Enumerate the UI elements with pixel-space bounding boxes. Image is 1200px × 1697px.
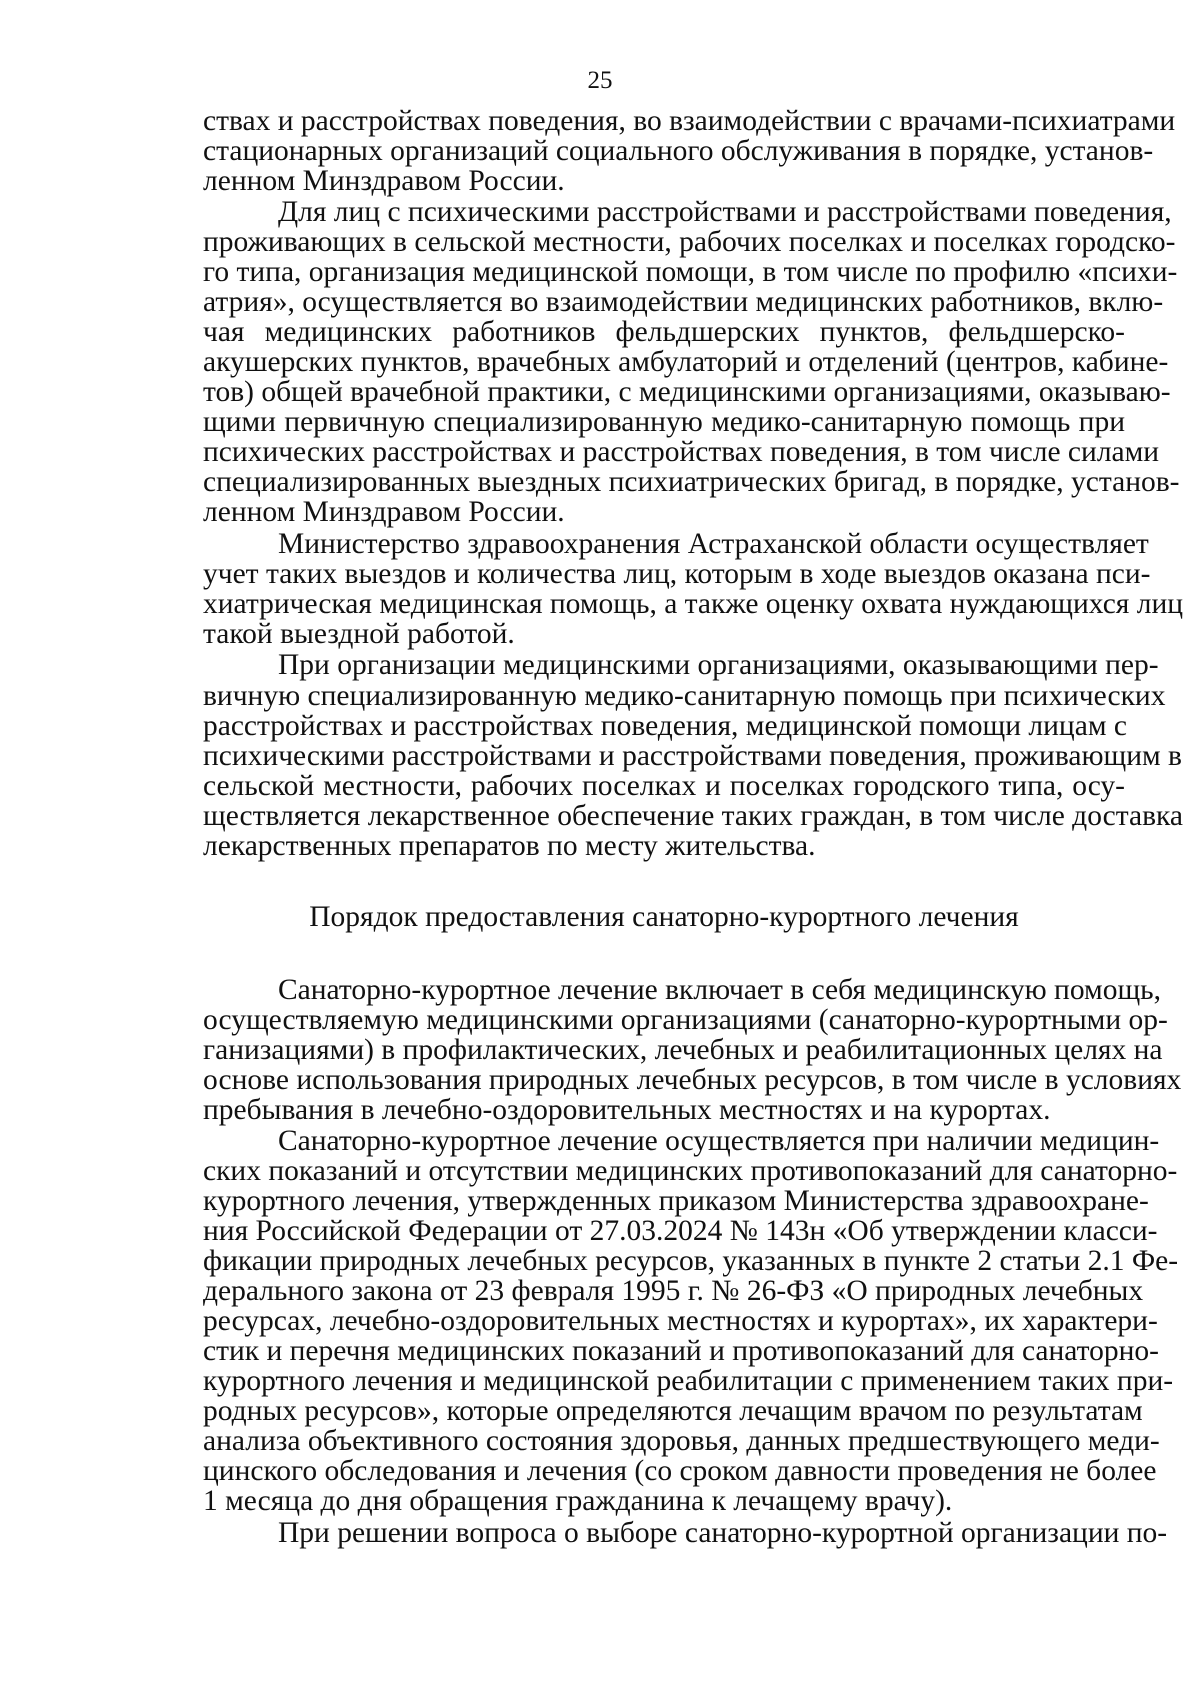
text-line: анализа объективного состояния здоровья, данных предшествующего меди- bbox=[203, 1425, 1160, 1457]
text-line: Для лиц с психическими расстройствами и расстройствами поведения, bbox=[278, 196, 1172, 228]
text-line: курортного лечения, утвержденных приказом Министерства здравоохране- bbox=[203, 1185, 1149, 1217]
text-line: фикации природных лечебных ресурсов, указанных в пункте 2 статьи 2.1 Фе- bbox=[203, 1245, 1179, 1277]
section-heading: Порядок предоставления санаторно-курортного лечения bbox=[309, 901, 1019, 933]
text-line: При организации медицинскими организациями, оказывающими пер- bbox=[278, 649, 1159, 681]
text-line: лекарственных препаратов по месту жительства. bbox=[203, 830, 816, 862]
text-line: проживающих в сельской местности, рабочих поселках и поселках городско- bbox=[203, 226, 1176, 258]
text-line: ганизациями) в профилактических, лечебных и реабилитационных целях на bbox=[203, 1034, 1163, 1066]
text-line: При решении вопроса о выборе санаторно-курортной организации по- bbox=[278, 1517, 1168, 1549]
text-line: специализированных выездных психиатрических бригад, в порядке, установ- bbox=[203, 466, 1180, 498]
text-line: Санаторно-курортное лечение включает в себя медицинскую помощь, bbox=[278, 974, 1161, 1006]
text-line: Министерство здравоохранения Астраханской области осуществляет bbox=[278, 528, 1149, 560]
text-line: 1 месяца до дня обращения гражданина к лечащему врачу). bbox=[203, 1485, 953, 1517]
text-line: щими первичную специализированную медико-санитарную помощь при bbox=[203, 406, 1125, 438]
text-line: психических расстройствах и расстройствах поведения, в том числе силами bbox=[203, 436, 1160, 468]
text-line: ленном Минздравом России. bbox=[203, 165, 565, 197]
text-line: хиатрическая медицинская помощь, а также оценку охвата нуждающихся лиц bbox=[203, 588, 1184, 620]
text-line: такой выездной работой. bbox=[203, 618, 515, 650]
text-line: ществляется лекарственное обеспечение таких граждан, в том числе доставка bbox=[203, 800, 1184, 832]
text-line: атрия», осуществляется во взаимодействии медицинских работников, вклю- bbox=[203, 286, 1164, 318]
text-line: осуществляемую медицинскими организациями (санаторно-курортными ор- bbox=[203, 1004, 1168, 1036]
text-line: родных ресурсов», которые определяются лечащим врачом по результатам bbox=[203, 1395, 1143, 1427]
text-line: психическими расстройствами и расстройствами поведения, проживающим в bbox=[203, 740, 1182, 772]
text-line: курортного лечения и медицинской реабилитации с применением таких при- bbox=[203, 1365, 1174, 1397]
text-line: ресурсах, лечебно-оздоровительных местностях и курортах», их характери- bbox=[203, 1305, 1158, 1337]
text-line: стационарных организаций социального обслуживания в порядке, установ- bbox=[203, 135, 1154, 167]
text-line: дерального закона от 23 февраля 1995 г. № 26-ФЗ «О природных лечебных bbox=[203, 1275, 1144, 1307]
text-line: расстройствах и расстройствах поведения, медицинской помощи лицам с bbox=[203, 710, 1127, 742]
text-line: тов) общей врачебной практики, с медицинскими организациями, оказываю- bbox=[203, 376, 1171, 408]
text-line: ствах и расстройствах поведения, во взаимодействии с врачами-психиатрами bbox=[203, 105, 1176, 137]
text-line: ния Российской Федерации от 27.03.2024 № 143н «Об утверждении класси- bbox=[203, 1215, 1158, 1247]
text-line: Санаторно-курортное лечение осуществляется при наличии медицин- bbox=[278, 1125, 1160, 1157]
text-line: стик и перечня медицинских показаний и противопоказаний для санаторно- bbox=[203, 1335, 1159, 1367]
page-number: 25 bbox=[587, 67, 613, 94]
text-line: ленном Минздравом России. bbox=[203, 496, 565, 528]
text-line: сельской местности, рабочих поселках и поселках городского типа, осу- bbox=[203, 770, 1125, 802]
text-line: вичную специализированную медико-санитарную помощь при психических bbox=[203, 680, 1166, 712]
text-line: основе использования природных лечебных ресурсов, в том числе в условиях bbox=[203, 1064, 1182, 1096]
text-line: ских показаний и отсутствии медицинских противопоказаний для санаторно- bbox=[203, 1155, 1178, 1187]
text-line: чая медицинских работников фельдшерских пунктов, фельдшерско- bbox=[203, 316, 1125, 348]
text-line: акушерских пунктов, врачебных амбулаторий и отделений (центров, кабине- bbox=[203, 346, 1169, 378]
text-line: цинского обследования и лечения (со сроком давности проведения не более bbox=[203, 1455, 1157, 1487]
text-line: го типа, организация медицинской помощи, в том числе по профилю «психи- bbox=[203, 256, 1178, 288]
text-line: учет таких выездов и количества лиц, которым в ходе выездов оказана пси- bbox=[203, 558, 1151, 590]
text-line: пребывания в лечебно-оздоровительных местностях и на курортах. bbox=[203, 1094, 1051, 1126]
